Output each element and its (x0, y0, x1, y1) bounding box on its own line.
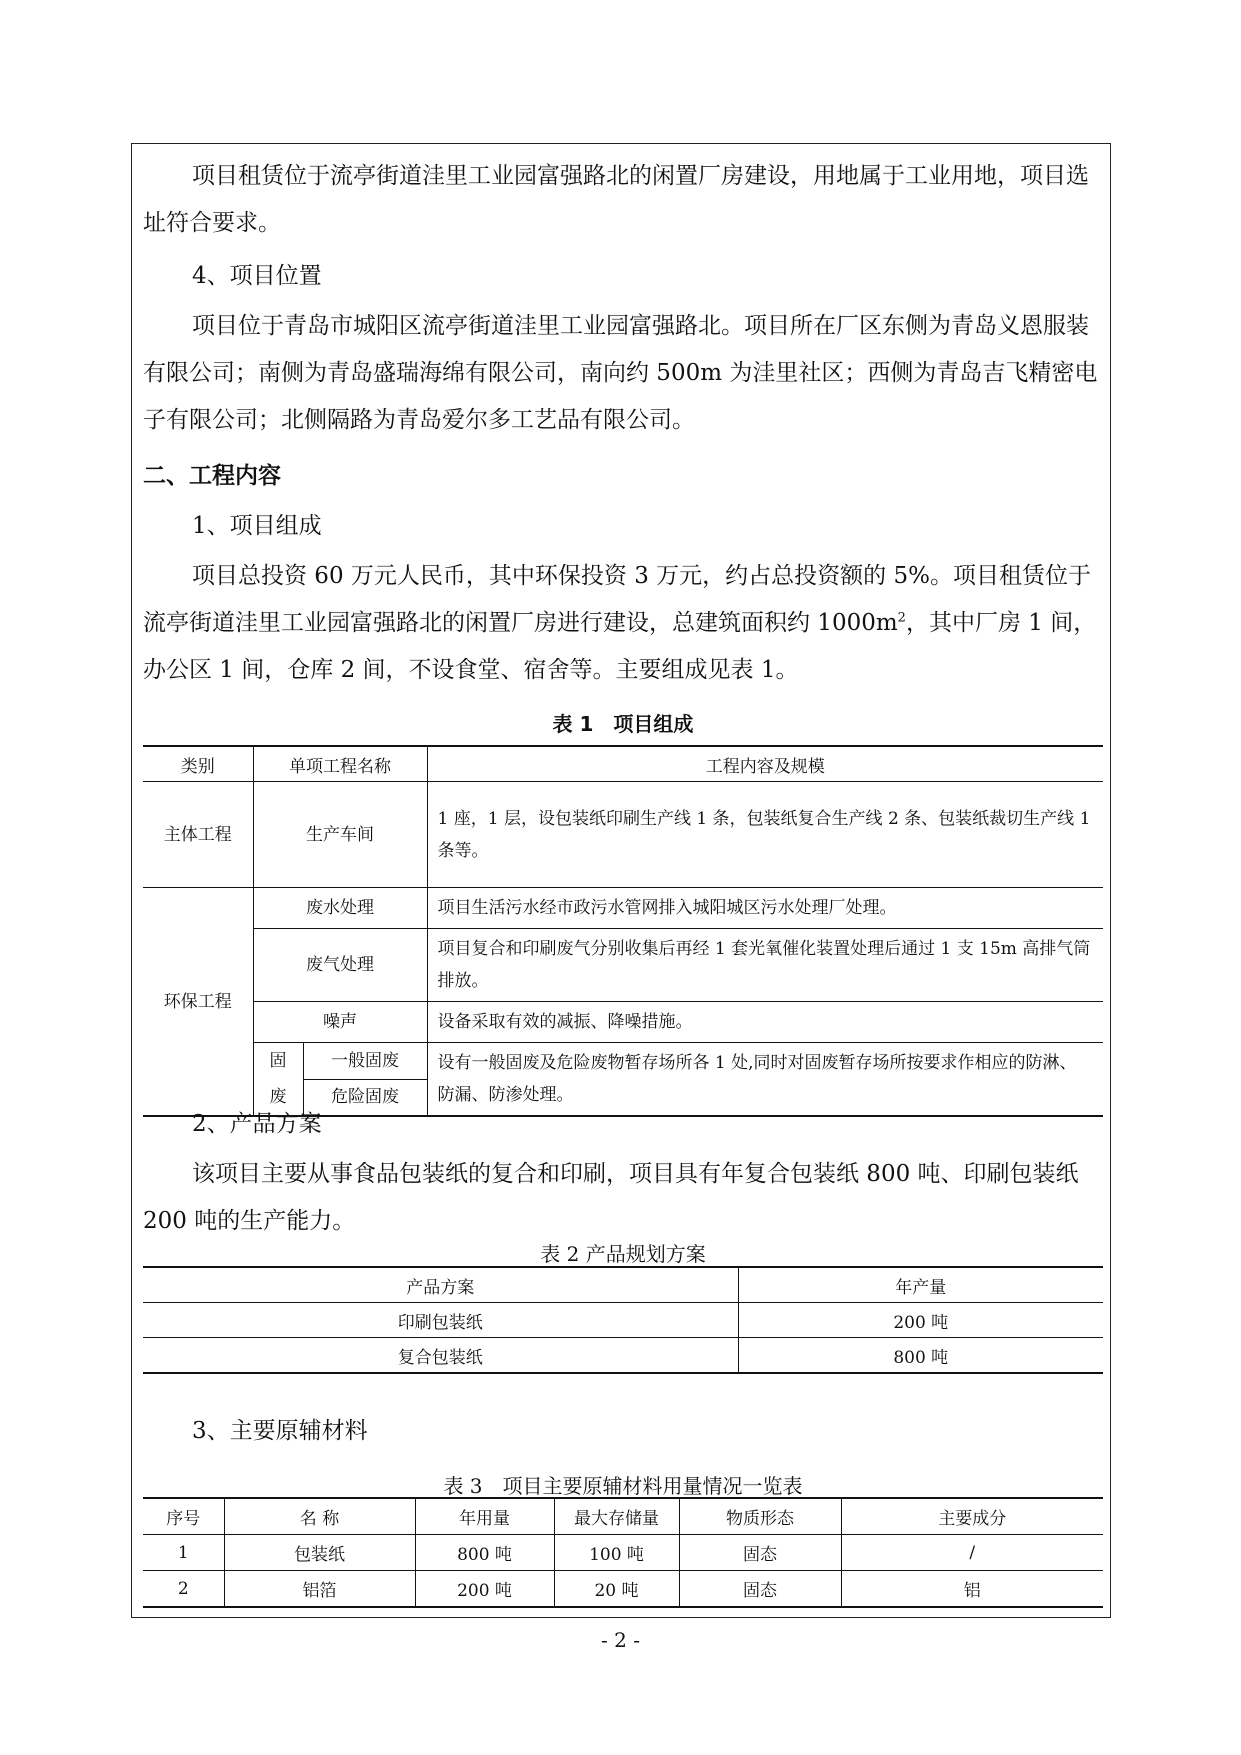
heading-product-plan: 2、产品方案 (192, 1111, 322, 1137)
content-cell: 设备采取有效的减振、降噪措施。 (427, 1002, 1103, 1043)
paragraph-product-plan: 该项目主要从事食品包装纸的复合和印刷，项目具有年复合包装纸 800 吨、印刷包装纸 200 吨的生产能力。 (143, 1161, 1079, 1234)
table-cell: 铝箔 (224, 1571, 415, 1608)
heading-project-location: 4、项目位置 (192, 263, 322, 289)
table-cell: 800 吨 (738, 1338, 1103, 1374)
paragraph-project-location: 项目位于青岛市城阳区流亭街道洼里工业园富强路北。项目所在厂区东侧为青岛义恩服装有限公司；南侧为青岛盛瑞海绵有限公司，南向约 500m 为洼里社区；西侧为青岛吉飞精密电子有限公司；北侧隔路为青岛爱尔多工艺品有限公司。 (143, 313, 1098, 433)
column-header: 产品方案 (406, 1277, 475, 1298)
section-heading-engineering: 二、工程内容 (143, 463, 281, 489)
heading-project-composition: 1、项目组成 (192, 513, 322, 539)
table-cell: 包装纸 (224, 1535, 415, 1571)
table-cell: 2 (143, 1571, 224, 1608)
column-header: 类别 (143, 746, 253, 782)
column-header: 主要成分 (841, 1498, 1103, 1535)
item-name-cell: 废气处理 (253, 929, 427, 1002)
column-header: 工程内容及规模 (427, 746, 1103, 782)
paragraph-site-selection: 项目租赁位于流亭街道洼里工业园富强路北的闲置厂房建设，用地属于工业用地，项目选址符合要求。 (143, 163, 1089, 236)
column-header: 最大存储量 (554, 1498, 679, 1535)
column-header: 序号 (166, 1509, 201, 1529)
table-cell: 800 吨 (415, 1535, 554, 1571)
table-cell: 100 吨 (554, 1535, 679, 1571)
product-plan-table (143, 1266, 1103, 1374)
solid-waste-label: 固 (253, 1043, 303, 1080)
table-row (143, 1535, 1103, 1571)
table-cell: 铝 (841, 1571, 1103, 1608)
item-name-cell: 生产车间 (253, 782, 427, 888)
table1-caption: 表 1 项目组成 (552, 712, 694, 736)
column-header: 年用量 (415, 1498, 554, 1535)
table-row (143, 1303, 1103, 1338)
table-row (143, 1002, 1103, 1043)
table-cell: 20 吨 (554, 1571, 679, 1608)
item-name-cell: 危险固废 (303, 1079, 427, 1116)
table3-caption: 表 3 项目主要原辅材料用量情况一览表 (443, 1474, 803, 1498)
raw-materials-table (143, 1497, 1103, 1608)
content-cell: 设有一般固废及危险废物暂存场所各 1 处,同时对固废暂存场所按要求作相应的防淋、防漏、防渗处理。 (427, 1043, 1103, 1117)
item-name-cell: 一般固废 (303, 1043, 427, 1080)
table-header-row (143, 1498, 1103, 1535)
column-header: 名 称 (224, 1498, 415, 1535)
paragraph-project-composition: 项目总投资 60 万元人民币，其中环保投资 3 万元，约占总投资额的 5%。项目租赁位于流亭街道洼里工业园富强路北的闲置厂房进行建设，总建筑面积约 $1000m^2$，其中厂房 1 间，办公区 1 间，仓库 2 间，不设食堂、宿舍等。主要组成见表 1。 (143, 563, 1097, 683)
table-row (143, 929, 1103, 1002)
project-composition-table (143, 745, 1103, 1117)
table-row (143, 782, 1103, 888)
table-cell: 固态 (679, 1571, 841, 1608)
content-cell: 项目生活污水经市政污水管网排入城阳城区污水处理厂处理。 (427, 888, 1103, 929)
table-cell: 印刷包装纸 (143, 1303, 738, 1338)
table-header-row (143, 1267, 1103, 1303)
content-cell: 项目复合和印刷废气分别收集后再经 1 套光氧催化装置处理后通过 1 支 15m 高排气筒排放。 (427, 929, 1103, 1002)
table-row (143, 888, 1103, 929)
heading-raw-materials: 3、主要原辅材料 (192, 1418, 368, 1444)
item-name-cell: 废水处理 (253, 888, 427, 929)
column-header: 单项工程名称 (253, 746, 427, 782)
table-header-row (143, 746, 1103, 782)
table-cell: 复合包装纸 (143, 1338, 738, 1374)
table-cell: / (841, 1535, 1103, 1571)
column-header: 年产量 (738, 1267, 1103, 1303)
column-header: 物质形态 (679, 1498, 841, 1535)
solid-waste-label: 废 (253, 1079, 303, 1116)
table-cell: 200 吨 (415, 1571, 554, 1608)
table-row (143, 1571, 1103, 1608)
table-cell: 固态 (679, 1535, 841, 1571)
category-cell: 主体工程 (143, 782, 253, 888)
page-number: - 2 - (601, 1628, 640, 1652)
table-cell: 1 (143, 1535, 224, 1571)
item-name-cell: 噪声 (253, 1002, 427, 1043)
table-row (143, 1043, 1103, 1080)
table2-caption: 表 2 产品规划方案 (540, 1242, 706, 1266)
table-row (143, 1338, 1103, 1374)
content-cell: 1 座，1 层，设包装纸印刷生产线 1 条，包装纸复合生产线 2 条、包装纸裁切生产线 1 条等。 (427, 782, 1103, 888)
category-cell: 环保工程 (143, 888, 253, 1117)
table-cell: 200 吨 (738, 1303, 1103, 1338)
